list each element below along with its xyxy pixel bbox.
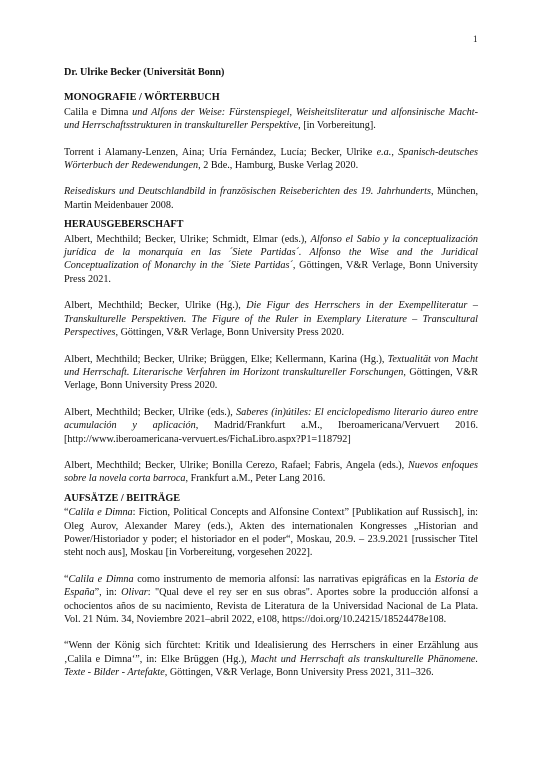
aufsaetze-entry: “Calila e Dimna: Fiction, Political Concepts and Alfonsine Context” [Publikation auf Russisch], in: Oleg Aurov, Alexander Marey (eds.), Akten des internationalen Kongresses „Historian and Power/Historiador y poder; el historiador en el poder“, Moskau, 20.9. – 23.9.2021 [russischer Titel steht noch aus], Moskau [in Vorbereitung, vorgesehen 2022]. [64, 507, 478, 559]
herausgeberschaft-entry: Albert, Mechthild; Becker, Ulrike (Hg.), Die Figur des Herrschers in der Exempelliteratur – Transkulturelle Perspektiven. The Figure of the Ruler in Exemplary Literature – Transcultural Perspectives, Göttingen, V&R Verlage, Bonn University Press 2020. [64, 300, 478, 339]
monografie-entry: Reisediskurs und Deutschlandbild in französischen Reiseberichten des 19. Jahrhunderts, München, Martin Meidenbauer 2008. [64, 186, 478, 211]
herausgeberschaft-entry: Albert, Mechthild; Becker, Ulrike; Bonilla Cerezo, Rafael; Fabris, Angela (eds.), Nuevos enfoques sobre la novela corta barroca, Frankfurt a.M., Peter Lang 2016. [64, 459, 478, 485]
aufsaetze-entry: “Calila e Dimna como instrumento de memoria alfonsí: las narrativas epigráficas en la Estoria de España”, in: Olivar: "Qual deve el rey ser en sus obras". Aportes sobre la producción alfonsí a ochocientos años de su nacimiento, Revista de Literatura de la Universidad Nacional de La Plata. Vol. 21 Núm. 34, Noviembre 2021–abril 2022, e108, https://doi.org/10.24215/18524478e108. [64, 573, 478, 625]
monografie-entry: Calila e Dimna und Alfons der Weise: Fürstenspiegel, Weisheitsliteratur und alfonsinische Macht- und Herrschaftsstrukturen in transkultureller Perspektive, [in Vorbereitung]. [64, 106, 478, 132]
aufsaetze-entry: “Wenn der König sich fürchtet: Kritik und Idealisierung des Herrschers in einer Erzählung aus ‚Calila e Dimna‘”, in: Elke Brüggen (Hg.), Macht und Herrschaft als transkulturelle Phänomene. Texte - Bilder - Artefakte, Göttingen, V&R Verlage, Bonn University Press 2021, 311–326. [64, 640, 478, 679]
herausgeberschaft-entry: Albert, Mechthild; Becker, Ulrike; Brüggen, Elke; Kellermann, Karina (Hg.), Textualität von Macht und Herrschaft. Literarische Verfahren im Horizont transkultureller Forschungen, Göttingen, V&R Verlage, Bonn University Press 2020. [64, 353, 478, 392]
monografie-entry: Torrent i Alamany-Lenzen, Aina; Uría Fernández, Lucía; Becker, Ulrike e.a., Spanisch-deutsches Wörterbuch der Redewendungen, 2 Bde., Hamburg, Buske Verlag 2020. [64, 146, 478, 172]
section-heading-herausgeberschaft: HERAUSGEBERSCHAFT [64, 219, 184, 231]
document-body [64, 66, 478, 693]
section-heading-monografie: MONOGRAFIE / WÖRTERBUCH [64, 92, 220, 104]
section-heading-aufsaetze: AUFSÄTZE / BEITRÄGE [64, 492, 181, 504]
herausgeberschaft-entry: Albert, Mechthild; Becker, Ulrike (eds.), Saberes (in)útiles: El enciclopedismo literario áureo entre acumulación y aplicación, Madrid/Frankfurt a.M., Iberoamericana/Vervuert 2016. [http://www.iberoamericana-vervuert.es/FichaLibro.aspx?P1=118792] [64, 406, 479, 445]
author-heading: Dr. Ulrike Becker (Universität Bonn) [64, 67, 225, 78]
page-number: 1 [473, 34, 478, 44]
herausgeberschaft-entry: Albert, Mechthild; Becker, Ulrike; Schmidt, Elmar (eds.), Alfonso el Sabio y la conceptualización jurídica de la monarquía en las ´Siete Partidas´. Alfonso the Wise and the Juridical Conceptualization of Monarchy in the ´Siete Partidas´, Göttingen, V&R Verlage, Bonn University Press 2021. [64, 233, 478, 285]
